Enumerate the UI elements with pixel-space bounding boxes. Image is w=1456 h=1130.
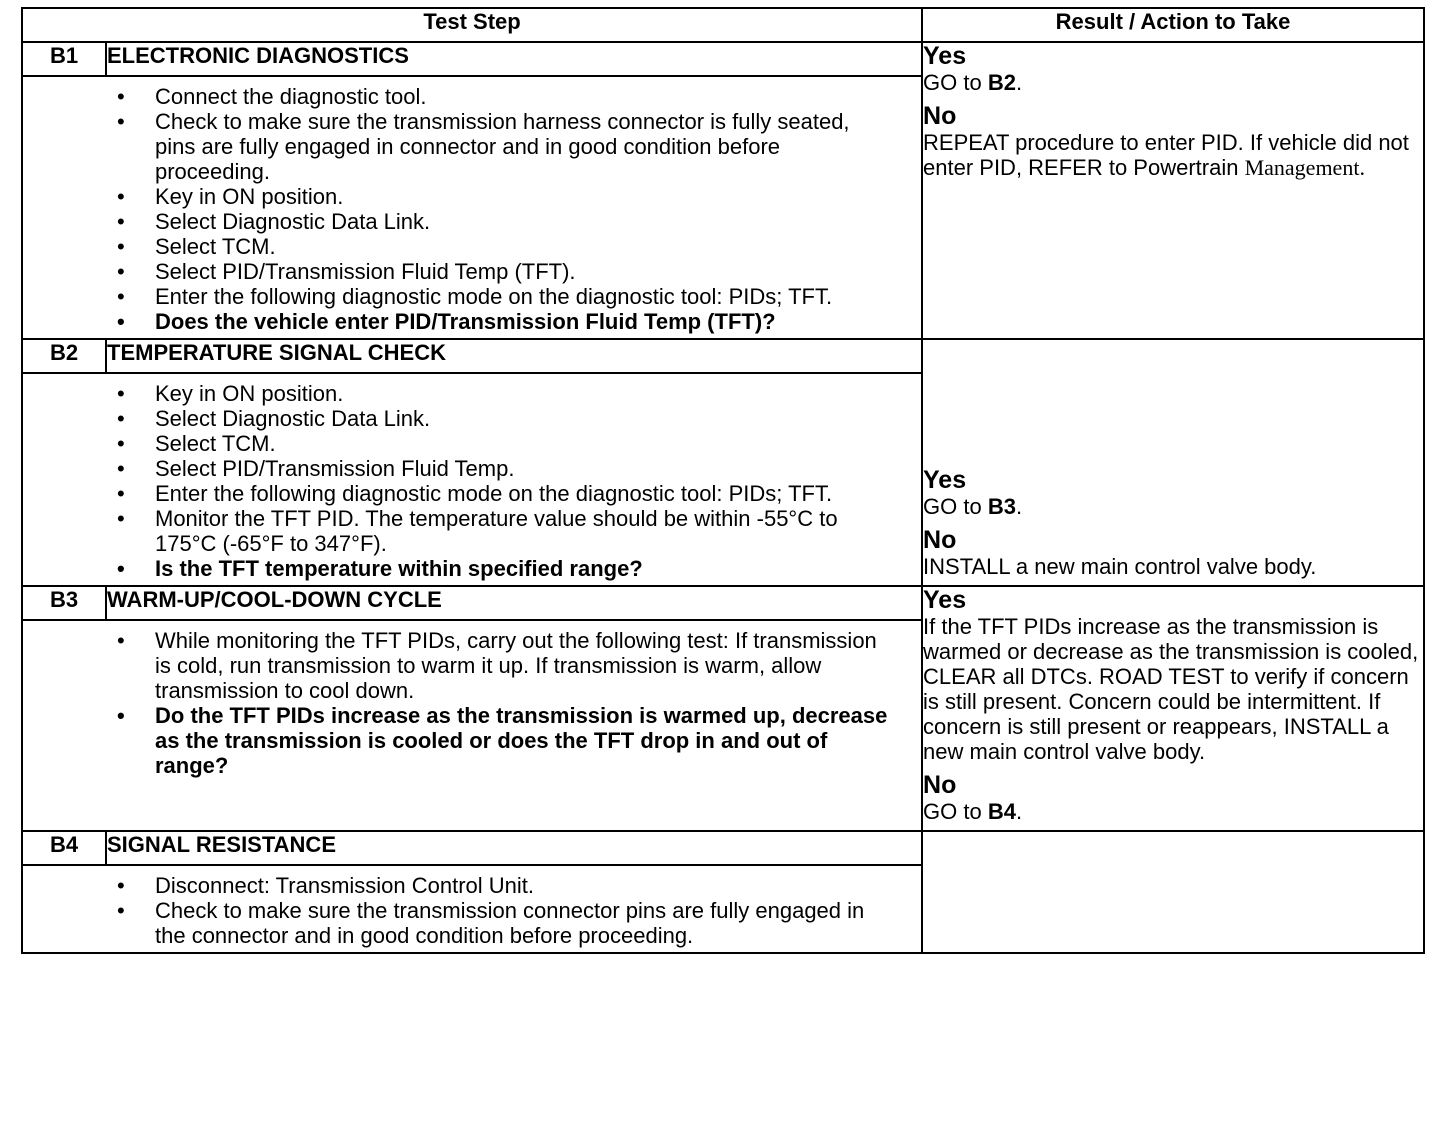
step-id: B1: [22, 42, 106, 76]
yes-label: Yes: [923, 586, 967, 614]
no-action: REPEAT procedure to enter PID. If vehicle did not enter PID, REFER to Powertrain Management.: [923, 130, 1409, 180]
header-test-step: Test Step: [22, 8, 922, 42]
list-item: • While monitoring the TFT PIDs, carry out the following test: If transmission is cold, run transmission to warm it up. If transmission is warm, allow transmission to cool down.: [117, 628, 877, 703]
step-list: [23, 374, 921, 585]
step-list: [23, 866, 921, 952]
yes-action: GO to B2.: [923, 70, 1023, 95]
list-item: • Enter the following diagnostic mode on the diagnostic tool: PIDs; TFT.: [117, 284, 833, 309]
list-item: • Select PID/Transmission Fluid Temp.: [117, 456, 515, 481]
step-id: B4: [22, 831, 106, 865]
step-body: [22, 373, 922, 586]
step-question: • Does the vehicle enter PID/Transmission Fluid Temp (TFT)?: [117, 309, 776, 334]
step-b3-result: [922, 586, 1424, 831]
list-item: • Select TCM.: [117, 234, 276, 259]
yes-action: If the TFT PIDs increase as the transmission is warmed or decrease as the transmission is cooled, CLEAR all DTCs. ROAD TEST to verify if concern is still present. Concern could be intermittent. If concern is still present or reappears, INSTALL a new main control valve body.: [923, 614, 1419, 764]
step-question: • Do the TFT PIDs increase as the transmission is warmed up, decrease as the transmission is cooled or does the TFT drop in and out of range?: [117, 703, 888, 778]
step-b3-title-row: [22, 586, 1424, 620]
step-list: [23, 621, 921, 782]
list-item: • Enter the following diagnostic mode on the diagnostic tool: PIDs; TFT.: [117, 481, 833, 506]
no-label: No: [923, 526, 957, 554]
step-body: [22, 76, 922, 339]
step-b1-title-row: [22, 42, 1424, 76]
step-body: [22, 620, 922, 831]
step-title: WARM-UP/COOL-DOWN CYCLE: [106, 586, 922, 620]
list-item: • Select Diagnostic Data Link.: [117, 406, 431, 431]
list-item: • Select PID/Transmission Fluid Temp (TFT).: [117, 259, 576, 284]
list-item: • Key in ON position.: [117, 184, 344, 209]
no-label: No: [923, 102, 957, 130]
list-item: • Monitor the TFT PID. The temperature value should be within -55°C to 175°C (-65°F to 347°F).: [117, 506, 838, 556]
yes-action: GO to B3.: [923, 494, 1023, 519]
no-action: GO to B4.: [923, 799, 1023, 824]
yes-label: Yes: [923, 42, 967, 70]
list-item: • Check to make sure the transmission harness connector is fully seated, pins are fully engaged in connector and in good condition before proceeding.: [117, 109, 850, 184]
step-title: ELECTRONIC DIAGNOSTICS: [106, 42, 922, 76]
list-item: • Check to make sure the transmission connector pins are fully engaged in the connector and in good condition before proceeding.: [117, 898, 865, 948]
step-id: B2: [22, 339, 106, 373]
step-title: TEMPERATURE SIGNAL CHECK: [106, 339, 922, 373]
header-result: Result / Action to Take: [922, 8, 1424, 42]
step-id: B3: [22, 586, 106, 620]
step-b2-title-row: [22, 339, 1424, 373]
no-action: INSTALL a new main control valve body.: [923, 554, 1317, 579]
step-b2-result: [922, 339, 1424, 586]
step-body: [22, 865, 922, 953]
list-item: • Disconnect: Transmission Control Unit.: [117, 873, 535, 898]
list-item: • Select TCM.: [117, 431, 276, 456]
step-b4-result: [922, 831, 1424, 953]
step-question: • Is the TFT temperature within specified range?: [117, 556, 643, 581]
list-item: • Connect the diagnostic tool.: [117, 84, 427, 109]
list-item: • Key in ON position.: [117, 381, 344, 406]
step-b1-result: [922, 42, 1424, 339]
diagnostic-table: [21, 7, 1425, 954]
yes-label: Yes: [923, 466, 967, 494]
list-item: • Select Diagnostic Data Link.: [117, 209, 431, 234]
no-label: No: [923, 771, 957, 799]
step-title: SIGNAL RESISTANCE: [106, 831, 922, 865]
step-list: [23, 77, 921, 338]
step-b4-title-row: [22, 831, 1424, 865]
header-row: [22, 8, 1424, 42]
